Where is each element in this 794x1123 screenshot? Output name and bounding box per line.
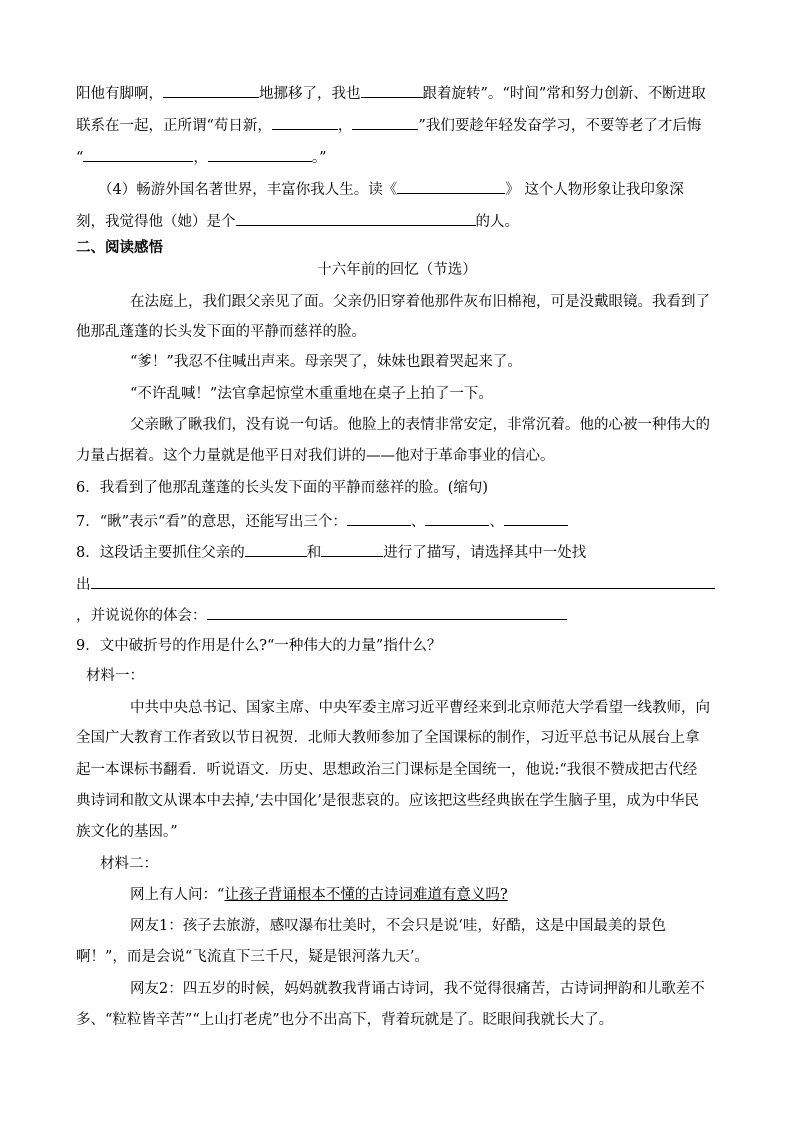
answer-blank[interactable] bbox=[321, 541, 383, 557]
answer-blank[interactable] bbox=[207, 604, 567, 620]
q5-text: 》 这个人物形象让我印象深 bbox=[505, 182, 684, 198]
question-8-text: 8．这段话主要抓住父亲的 bbox=[76, 545, 245, 561]
material-2-underlined-question: 让孩子背诵根本不懂的古诗词难道有意义吗? bbox=[224, 887, 508, 903]
q5-text: 跟着旋转”。“时间”常和努力创新、不断进取 bbox=[422, 86, 706, 102]
material-1-line-1: 中共中央总书记、国家主席、中央军委主席习近平曹经来到北京师范大学看望一线教师，向 bbox=[130, 700, 710, 716]
separator: 、 bbox=[410, 514, 426, 530]
question-8-text: 和 bbox=[306, 545, 322, 561]
q5-text: ， bbox=[337, 118, 353, 134]
answer-blank[interactable] bbox=[245, 541, 307, 557]
separator: 、 bbox=[489, 514, 504, 530]
material-1-label: 材料一： bbox=[86, 668, 144, 684]
passage-title: 十六年前的回忆（节选） bbox=[317, 262, 477, 278]
answer-blank[interactable] bbox=[361, 82, 423, 98]
answer-blank[interactable] bbox=[425, 510, 489, 526]
answer-blank[interactable] bbox=[352, 114, 418, 130]
q5-text: 地挪移了，我也 bbox=[259, 86, 361, 102]
passage-p1-line-1: 在法庭上，我们跟父亲见了面。父亲仍旧穿着他那件灰布旧棉袍，可是没戴眼镜。我看到了 bbox=[130, 294, 710, 310]
material-1-line-5: 族文化的基因。” bbox=[76, 824, 178, 840]
question-8-text: ，并说说你的体会： bbox=[76, 608, 207, 624]
question-6: 6．我看到了他那乱蓬蓬的长头发下面的平静而慈祥的脸。(缩句) bbox=[76, 480, 489, 496]
question-8-text: 进行了描写，请选择其中一处找 bbox=[383, 545, 587, 561]
q5-text: 的人。 bbox=[475, 214, 519, 230]
material-2-label: 材料二： bbox=[100, 856, 158, 872]
question-8 bbox=[76, 541, 718, 563]
question-9: 9．文中破折号的作用是什么?“一种伟大的力量”指什么？ bbox=[76, 638, 442, 654]
q5-item-4-line-1 bbox=[98, 178, 718, 200]
passage-p4-line-2: 力量占据着。这个力量就是他平日对我们讲的——他对于革命事业的信心。 bbox=[76, 448, 555, 464]
q5-text: 阳他有脚啊， bbox=[76, 86, 163, 102]
material-2-line-2: 网友1：孩子去旅游，感叹瀑布壮美时，不会只是说‘哇，好酷，这是中国最美的景色 bbox=[130, 918, 666, 934]
material-1-line-2: 全国广大教育工作者致以节日祝贺．北师大教师参加了全国课标的制作，习近平总书记从展台上拿 bbox=[76, 730, 700, 746]
material-2-line-4: 网友2：四五岁的时候，妈妈就教我背诵古诗词，我不觉得很痛苦，古诗词押韵和儿歌差不 bbox=[130, 981, 705, 997]
answer-blank[interactable] bbox=[163, 82, 259, 98]
answer-blank[interactable] bbox=[208, 146, 312, 162]
passage-p1-line-2: 他那乱蓬蓬的长头发下面的平静而慈祥的脸。 bbox=[76, 324, 366, 340]
section-heading: 二、阅读感悟 bbox=[76, 240, 163, 256]
answer-blank[interactable] bbox=[272, 114, 338, 130]
q5-text: 刻，我觉得他（她）是个 bbox=[76, 214, 236, 230]
passage-p2: “爹！”我忍不住喊出声来。母亲哭了，妹妹也跟着哭起来了。 bbox=[130, 354, 522, 370]
question-8-text: 出 bbox=[76, 577, 91, 593]
answer-blank[interactable] bbox=[347, 510, 411, 526]
material-2-text: 网上有人问：“ bbox=[130, 887, 225, 903]
q5-text: 。” bbox=[311, 150, 327, 166]
q5-item-4-line-2 bbox=[76, 210, 718, 232]
q5-line-1 bbox=[76, 82, 718, 104]
q5-line-3 bbox=[76, 146, 718, 168]
passage-p4-line-1: 父亲瞅了瞅我们，没有说一句话。他脸上的表情非常安定，非常沉着。他的心被一种伟大的 bbox=[130, 417, 710, 433]
book-title-blank[interactable] bbox=[397, 178, 505, 194]
question-7-text: 7．“瞅”表示“看”的意思，还能写出三个： bbox=[76, 514, 347, 530]
q5-line-2 bbox=[76, 114, 718, 136]
q5-text: “ bbox=[76, 150, 84, 166]
material-2-line-3: 啊！”，而是会说“飞流直下三千尺，疑是银河落九天’。 bbox=[76, 949, 429, 965]
q5-text: ”我们要趁年轻发奋学习，不要等老了才后悔 bbox=[418, 118, 702, 134]
q5-text: ， bbox=[193, 150, 208, 166]
question-8-reflection bbox=[76, 604, 718, 626]
question-8-answer-line bbox=[76, 573, 718, 595]
q5-text: 联系在一起，正所谓“苟日新， bbox=[76, 118, 272, 134]
answer-blank[interactable] bbox=[236, 210, 476, 226]
answer-blank[interactable] bbox=[83, 146, 193, 162]
material-1-line-3: 起一本课标书翻看．听说语文．历史、思想政治三门课标是全国统一，他说:“我很不赞成把古代经 bbox=[76, 762, 698, 778]
answer-blank[interactable] bbox=[504, 510, 568, 526]
passage-p3: “不许乱喊！”法官拿起惊堂木重重地在桌子上拍了一下。 bbox=[130, 386, 493, 402]
q5-text: （4）畅游外国名著世界，丰富你我人生。读《 bbox=[98, 182, 398, 198]
question-7 bbox=[76, 510, 718, 532]
material-1-line-4: 典诗词和散文从课本中去掉,‘去中国化’是很悲哀的。应该把这些经典嵌在学生脑子里，成为中华民 bbox=[76, 793, 699, 809]
answer-blank[interactable] bbox=[91, 573, 715, 589]
material-2-line-1 bbox=[130, 885, 718, 905]
material-2-line-5: 多、“粒粒皆辛苦”“上山打老虎”也分不出高下，背着玩就是了。眨眼间我就长大了。 bbox=[76, 1012, 614, 1028]
